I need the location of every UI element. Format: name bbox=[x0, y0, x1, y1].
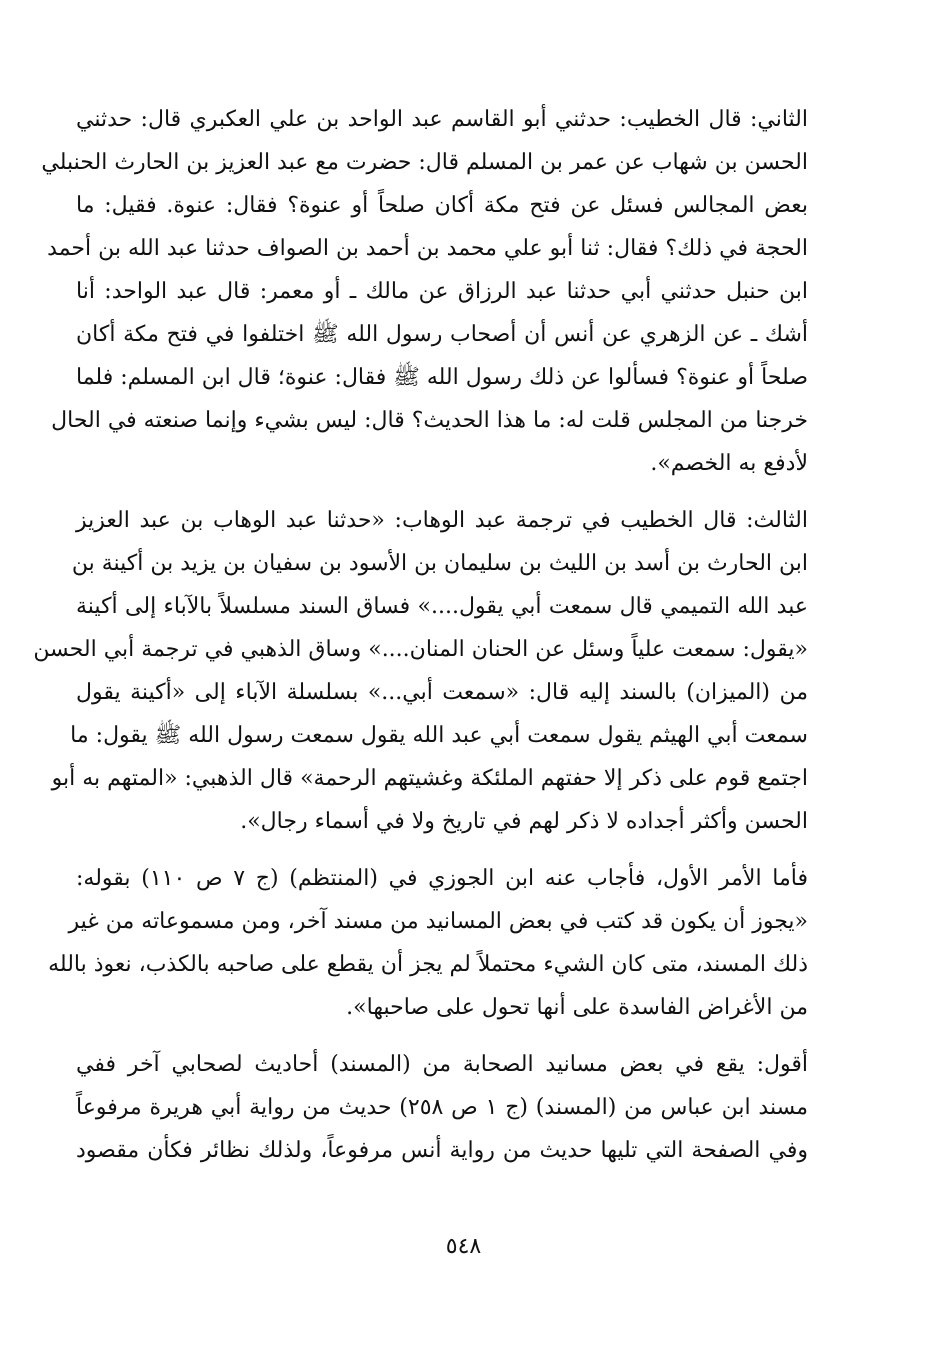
text-line: الثاني: قال الخطيب: حدثني أبو القاسم عبد الواحد بن علي العكبري قال: حدثني bbox=[76, 107, 808, 132]
text-line: بعض المجالس فسئل عن فتح مكة أكان صلحاً أو عنوة؟ فقال: عنوة. فقيل: ما bbox=[76, 193, 808, 218]
paragraph-3 bbox=[48, 857, 808, 1029]
text-line: أقول: يقع في بعض مسانيد الصحابة من (المسند) أحاديث لصحابي آخر ففي bbox=[76, 1052, 808, 1077]
text-line: أشك ـ عن الزهري عن أنس أن أصحاب رسول الله ﷺ اختلفوا في فتح مكة أكان bbox=[76, 322, 808, 347]
text-line: اجتمع قوم على ذكر إلا حفتهم الملئكة وغشيتهم الرحمة» قال الذهبي: «المتهم به أبو bbox=[51, 766, 808, 791]
text-line: الحجة في ذلك؟ فقال: ثنا أبو علي محمد بن أحمد بن الصواف حدثنا عبد الله بن أحمد bbox=[47, 236, 808, 261]
text-line: ابن حنبل حدثني أبي حدثنا عبد الرزاق عن مالك ـ أو معمر: قال عبد الواحد: أنا bbox=[76, 279, 808, 304]
text-line: الحسن بن شهاب عن عمر بن المسلم قال: حضرت مع عبد العزيز بن الحارث الحنبلي bbox=[41, 150, 808, 175]
text-line: «يجوز أن يكون قد كتب في بعض المسانيد من مسند آخر، ومن مسموعاته من غير bbox=[68, 909, 808, 934]
text-line: سمعت أبي الهيثم يقول سمعت أبي عبد الله يقول سمعت رسول الله ﷺ يقول: ما bbox=[70, 723, 808, 748]
text-line: الحسن وأكثر أجداده لا ذكر لهم في تاريخ ولا في أسماء رجال». bbox=[240, 809, 808, 834]
text-line: صلحاً أو عنوة؟ فسألوا عن ذلك رسول الله ﷺ فقال: عنوة؛ قال ابن المسلم: فلما bbox=[76, 365, 808, 390]
page-number: ٥٤٨ bbox=[445, 1234, 482, 1259]
page-body bbox=[33, 98, 808, 1172]
text-line: من (الميزان) بالسند إليه قال: «سمعت أبي...» بسلسلة الآباء إلى «أكينة يقول bbox=[76, 680, 808, 705]
text-line: عبد الله التميمي قال سمعت أبي يقول....» فساق السند مسلسلاً بالآباء إلى أكينة bbox=[76, 594, 808, 619]
text-line: «يقول: سمعت علياً وسئل عن الحنان المنان....» وساق الذهبي في ترجمة أبي الحسن bbox=[33, 637, 808, 662]
text-line: لأدفع به الخصم». bbox=[650, 451, 808, 476]
paragraph-1 bbox=[41, 98, 808, 485]
text-line: من الأغراض الفاسدة على أنها تحول على صاحبها». bbox=[346, 995, 808, 1020]
paragraph-4 bbox=[76, 1043, 808, 1172]
paragraph-2 bbox=[33, 499, 808, 843]
text-line: الثالث: قال الخطيب في ترجمة عبد الوهاب: «حدثنا عبد الوهاب بن عبد العزيز bbox=[76, 508, 808, 533]
text-line: مسند ابن عباس من (المسند) (ج ١ ص ٢٥٨) حديث من رواية أبي هريرة مرفوعاً bbox=[76, 1095, 808, 1120]
text-line: ابن الحارث بن أسد بن الليث بن سليمان بن الأسود بن سفيان بن يزيد بن أكينة بن bbox=[71, 551, 808, 576]
text-line: فأما الأمر الأول، فأجاب عنه ابن الجوزي في (المنتظم) (ج ٧ ص ١١٠) بقوله: bbox=[76, 866, 808, 891]
text-line: وفي الصفحة التي تليها حديث من رواية أنس مرفوعاً، ولذلك نظائر فكأن مقصود bbox=[76, 1138, 808, 1163]
text-line: ذلك المسند، متى كان الشيء محتملاً لم يجز أن يقطع على صاحبه بالكذب، نعوذ بالله bbox=[48, 952, 808, 977]
text-line: خرجنا من المجلس قلت له: ما هذا الحديث؟ قال: ليس بشيء وإنما صنعته في الحال bbox=[51, 408, 808, 433]
